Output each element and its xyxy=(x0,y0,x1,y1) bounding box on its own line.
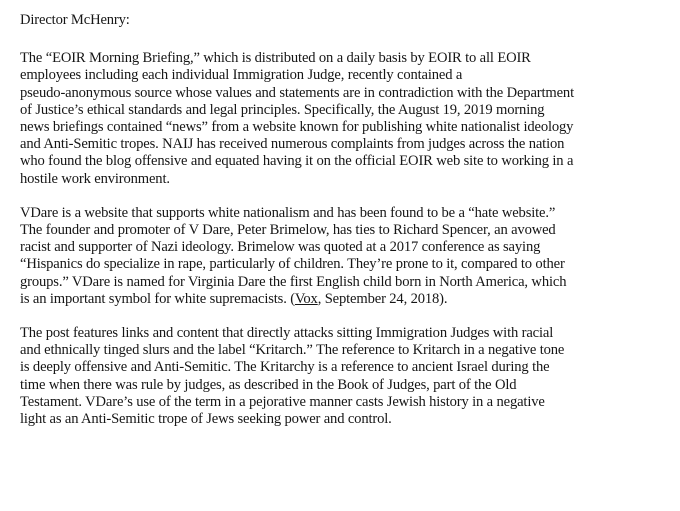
text-line: news briefings contained “news” from a website known for publishing white nationalist ideology xyxy=(20,119,574,136)
text-line: pseudo-anonymous source whose values and statements are in contradiction with the Department xyxy=(20,84,574,101)
text-line: employees including each individual Immigration Judge, recently contained a xyxy=(20,67,463,84)
salutation: Director McHenry: xyxy=(20,12,130,28)
text-line: “Hispanics do specialize in rape, particularly of children. They’re prone to it, compared to other xyxy=(20,256,565,273)
text-line: time when there was rule by judges, as described in the Book of Judges, part of the Old xyxy=(20,376,517,393)
paragraph-vdare xyxy=(20,205,680,308)
text-line-with-citation xyxy=(20,291,680,308)
text-line: hostile work environment. xyxy=(20,170,170,187)
text-line: groups.” VDare is named for Virginia Dare the first English child born in North America, which xyxy=(20,273,567,290)
text-line: who found the blog offensive and equated having it on the official EOIR web site to working in a xyxy=(20,153,574,170)
text-line: The post features links and content that directly attacks sitting Immigration Judges with racial xyxy=(20,325,554,342)
text-line: VDare is a website that supports white nationalism and has been found to be a “hate website.” xyxy=(20,204,556,221)
text-line: The founder and promoter of V Dare, Peter Brimelow, has ties to Richard Spencer, an avowed xyxy=(20,222,556,239)
text-line: Testament. VDare’s use of the term in a pejorative manner casts Jewish history in a negative xyxy=(20,393,545,410)
text-line: is deeply offensive and Anti-Semitic. The Kritarchy is a reference to ancient Israel during the xyxy=(20,359,550,376)
text-line: of Justice’s ethical standards and legal principles. Specifically, the August 19, 2019 morning xyxy=(20,101,545,118)
citation-suffix: , September 24, 2018). xyxy=(317,290,448,307)
text-line: and Anti-Semitic tropes. NAIJ has received numerous complaints from judges across the nation xyxy=(20,136,565,153)
text-line: and ethnically tinged slurs and the label “Kritarch.” The reference to Kritarch in a negative tone xyxy=(20,342,565,359)
citation-prefix: is an important symbol for white supremacists. ( xyxy=(20,290,295,307)
letter-body xyxy=(20,12,680,445)
text-line: light as an Anti-Semitic trope of Jews seeking power and control. xyxy=(20,411,392,428)
text-line: racist and supporter of Nazi ideology. Brimelow was quoted at a 2017 conference as saying xyxy=(20,239,541,256)
paragraph-kritarch xyxy=(20,325,680,428)
paragraph-eoir-briefing xyxy=(20,50,680,188)
vox-citation-link[interactable]: Vox xyxy=(294,290,318,307)
text-line: The “EOIR Morning Briefing,” which is distributed on a daily basis by EOIR to all EOIR xyxy=(20,50,531,67)
